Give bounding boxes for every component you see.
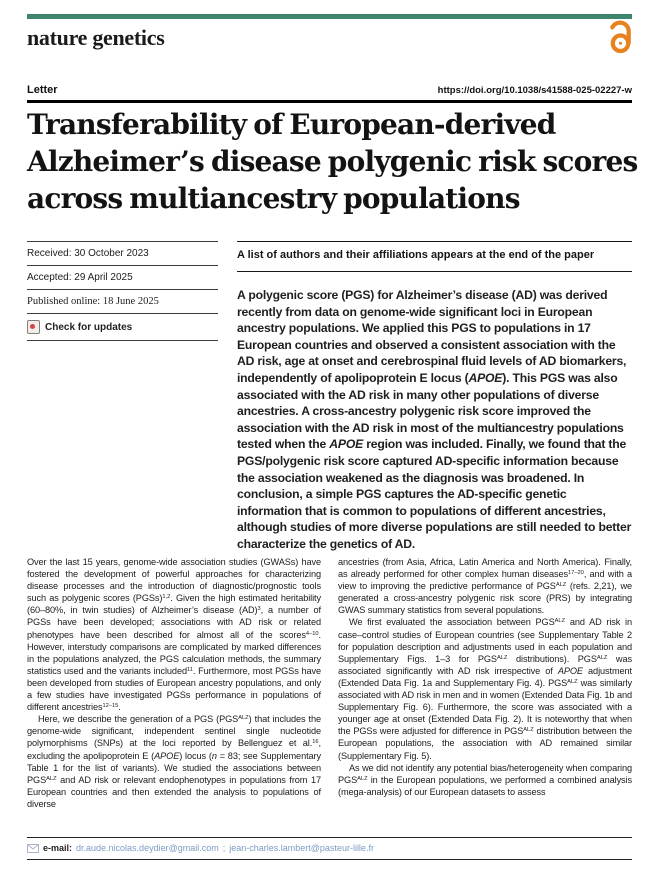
accepted-date: Accepted: 29 April 2025 (27, 265, 218, 289)
corresponding-email-1[interactable]: dr.aude.nicolas.deydier@gmail.com (76, 843, 219, 853)
body-column-left (27, 556, 321, 810)
journal-name: nature genetics (27, 25, 165, 50)
open-access-icon (607, 19, 634, 55)
body-paragraph: Here, we describe the generation of a PGS $(PGS^{ALZ})$ that includes the genome-wide significant, independent sentinel single nucleotide polymorphisms (SNPs) at the loci reported by Bellenguez et al.$^{16}$, excluding the apolipoprotein E (APOE) locus (n = 83; see Supplementary Table 1 for the list of variants). We studied the associations between $PGS^{ALZ}$ and AD risk or relevant endophenotypes in populations from 17 European countries and then extended the analysis to populations of diverse (27, 714, 321, 809)
header-rule (27, 100, 632, 103)
article-title (27, 106, 638, 217)
body-paragraph: As we did not identify any potential bias/heterogeneity when comparing $PGS^{ALZ}$ in the European populations, we performed a combined analysis (mega-analysis) of our European datasets to assess (338, 762, 632, 797)
journal-accent-bar (27, 14, 632, 19)
received-date: Received: 30 October 2023 (27, 241, 218, 265)
email-label: e-mail: (43, 843, 73, 853)
abstract-column (237, 241, 632, 553)
body-paragraph: We first evaluated the association between $PGS^{ALZ}$ and AD risk in case–control studies of European countries (see Supplementary Table 2 for population description and adjustments used in each population and Supplementary Figs. 1–3 for $PGS^{ALZ}$ distributions). $PGS^{ALZ}$ was associated significantly with AD risk irrespective of APOE adjustment (Extended Data Fig. 1a and Supplementary Fig. 4). $PGS^{ALZ}$ was similarly associated with AD risk in men and in women (Extended Data Fig. 1b and Supplementary Fig. 6). Furthermore, the score was associated with a younger age at onset (Extended Data Fig. 2). It is noteworthy that when the PGSs were adjusted for difference in $PGS^{ALZ}$ distribution between the European populations, the association with AD remained similar (Supplementary Fig. 5). (338, 617, 633, 761)
kicker-row (27, 84, 632, 96)
body-text-columns (27, 556, 632, 810)
body-column-right (338, 556, 632, 810)
body-paragraph: ancestries (from Asia, Africa, Latin America and North America). Finally, as already performed for other complex human diseases$^{17-20}$, and with a view to improving the predictive performance of $PGS^{ALZ}$ (refs. 2,21), we generated a cross-ancestry polygenic risk score (PRS) by integrating GWAS summary statistics from several populations. (338, 557, 633, 616)
check-for-updates-label: Check for updates (45, 321, 133, 333)
title-line-3: across multiancestry populations (27, 182, 520, 215)
crossmark-icon (27, 320, 40, 334)
title-line-2: Alzheimer’s disease polygenic risk scores (27, 145, 638, 178)
check-for-updates-button[interactable] (27, 313, 218, 341)
history-dates-panel (27, 241, 218, 553)
email-separator: ; (222, 843, 226, 853)
correspondence-footer (27, 837, 632, 860)
envelope-icon (27, 844, 39, 853)
corresponding-email-2[interactable]: jean-charles.lambert@pasteur-lille.fr (229, 843, 374, 853)
title-line-1: Transferability of European-derived (27, 108, 556, 141)
published-date: Published online: 18 June 2025 (27, 289, 218, 313)
authors-note: A list of authors and their affiliations appears at the end of the paper (237, 241, 632, 272)
email-line (27, 838, 632, 859)
meta-abstract-section (27, 241, 632, 553)
article-type-label: Letter (27, 84, 58, 96)
doi-link[interactable]: https://doi.org/10.1038/s41588-025-02227-w (437, 85, 632, 96)
body-paragraph: Over the last 15 years, genome-wide association studies (GWASs) have fostered the development of powerful approaches for characterizing disease processes and the introduction of diagnostic/prognostic tools such as polygenic scores (PGSs)$^{1,2}$. Given the high estimated heritability (60–80%, in twin studies) of Alzheimer’s disease (AD)$^3$, a number of PGSs have been developed; associations with AD risk or related phenotypes have been described for almost all of the scores$^{4-10}$. However, interstudy comparisons are complicated by marked differences in the populations analyzed, the PGS calculation methods, the summary statistics used and the variants included$^{11}$. Furthermore, most PGSs have been developed from studies of European ancestry populations, and only a few studies have investigated PGSs performance in populations of different ancestries$^{12-15}$. (27, 557, 321, 713)
abstract-text: A polygenic score (PGS) for Alzheimer’s disease (AD) was derived recently from data on genome-wide significant loci in European ancestry populations. We applied this PGS to populations in 17 European countries and observed a consistent association with the AD risk, age at onset and cerebrospinal fluid levels of AD biomarkers, independently of apolipoprotein E locus (APOE). This PGS was also associated with the AD risk in many other populations of diverse ancestries. A cross-ancestry polygenic risk score improved the association with the AD risk in most of the multiancestry populations tested when the APOE region was included. Finally, we found that the PGS/polygenic risk score captured AD-specific information because the association weakened as the diagnosis was broadened. In conclusion, a simple PGS captures the AD-specific genetic information that is common to populations of different ancestries, although studies of more diverse populations are still needed to better characterize the genetics of AD. (237, 288, 632, 551)
